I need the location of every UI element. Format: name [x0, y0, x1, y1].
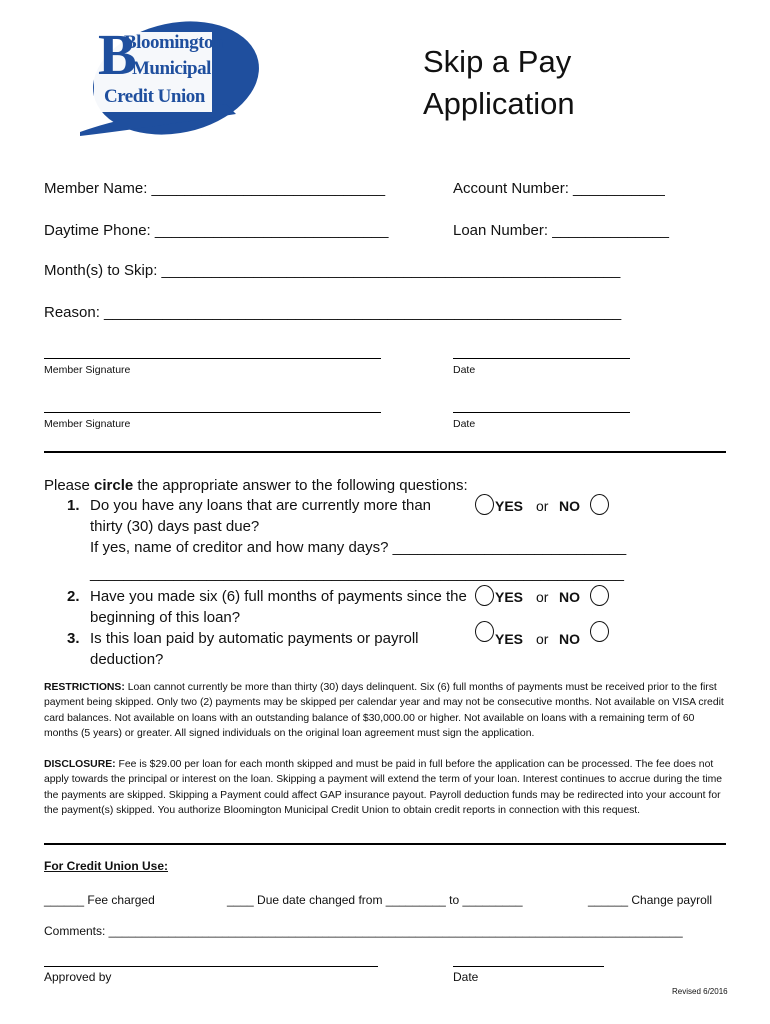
- section-divider-2: [44, 843, 726, 845]
- q1-number: 1.: [67, 497, 80, 514]
- q3-line1: Is this loan paid by automatic payments or payroll: [90, 630, 419, 647]
- q1-yes-circle[interactable]: [475, 494, 494, 515]
- disclosure-text: Fee is $29.00 per loan for each month skipped and must be paid in full before the application can be processed. The fee does not apply towards the principal or interest on the loan. Skipping a payment will extend the term of your loan. Interest continues to accrue during the time the payments are skipped. Skipping a Payment could affect GAP insurance payout. Payroll deduction funds may be redirected into your account for the payment(s) skipped. You authorize Bloomington Municipal Credit Union to obtain credit reports in connection with this request.: [44, 759, 723, 816]
- date-line-1[interactable]: [453, 358, 630, 359]
- disclosure-label: DISCLOSURE:: [44, 759, 116, 770]
- q3-yes-circle[interactable]: [475, 621, 494, 642]
- q1-line2: thirty (30) days past due?: [90, 518, 260, 535]
- member-signature-label-1: Member Signature: [44, 364, 131, 376]
- restrictions-text: Loan cannot currently be more than thirty (30) days delinquent. Six (6) full months of payments must be received prior to the first payment being skipped. Only two (2) payments may be skipped per calendar year and may not be consecutive months. Not available on VISA credit card balances. Not available on loans with an outstanding balance of $30,000.00 or higher. Not available on loans with a remaining term of 60 months (5 years) or greater. All signed individuals on the original loan agreement must sign the application.: [44, 682, 724, 739]
- restrictions-paragraph: [44, 680, 728, 741]
- revised-note: Revised 6/2016: [672, 987, 728, 996]
- questions-intro-pre: Please: [44, 477, 95, 494]
- logo-line3: Credit Union: [104, 86, 205, 107]
- section-divider-1: [44, 451, 726, 453]
- member-name-field[interactable]: Member Name: ____________________________: [44, 180, 386, 197]
- questions-intro: [44, 477, 468, 494]
- q3-line2: deduction?: [90, 651, 164, 668]
- q1-no-circle[interactable]: [590, 494, 609, 515]
- q2-no[interactable]: NO: [559, 589, 580, 605]
- questions-intro-bold: circle: [94, 477, 134, 494]
- date-label-1: Date: [453, 364, 476, 376]
- logo-big-b: B: [98, 22, 137, 87]
- q3-or: or: [536, 631, 549, 647]
- fee-charged-field[interactable]: ______ Fee charged: [44, 893, 155, 907]
- q1-yes[interactable]: YES: [495, 498, 524, 514]
- approved-by-label: Approved by: [44, 970, 112, 984]
- q1-line4[interactable]: ________________________________________________________________: [90, 565, 624, 582]
- q2-yes[interactable]: YES: [495, 589, 524, 605]
- q2-line1: Have you made six (6) full months of payments since the: [90, 588, 467, 605]
- q2-number: 2.: [67, 588, 80, 605]
- daytime-phone-field[interactable]: Daytime Phone: ____________________________: [44, 222, 389, 239]
- signature-line-1[interactable]: [44, 358, 381, 359]
- reason-field[interactable]: Reason: ______________________________________________________________: [44, 304, 622, 321]
- q3-no[interactable]: NO: [559, 631, 580, 647]
- signature-line-2[interactable]: [44, 412, 381, 413]
- approved-by-line[interactable]: [44, 966, 378, 967]
- office-use-heading: For Credit Union Use:: [44, 859, 169, 873]
- page-title-line1: Skip a Pay: [423, 44, 572, 79]
- restrictions-label: RESTRICTIONS:: [44, 682, 125, 693]
- q1-line3[interactable]: If yes, name of creditor and how many days? ____________________________: [90, 539, 627, 556]
- q1-no[interactable]: NO: [559, 498, 580, 514]
- date-label-2: Date: [453, 418, 476, 430]
- q3-yes[interactable]: YES: [495, 631, 524, 647]
- approved-date-label: Date: [453, 970, 479, 984]
- loan-number-field[interactable]: Loan Number: ______________: [453, 222, 670, 239]
- disclosure-paragraph: [44, 757, 728, 818]
- account-number-field[interactable]: Account Number: ___________: [453, 180, 665, 197]
- logo-line1: Bloomington: [124, 32, 224, 53]
- date-line-2[interactable]: [453, 412, 630, 413]
- q1-line1: Do you have any loans that are currently more than: [90, 497, 432, 514]
- q2-no-circle[interactable]: [590, 585, 609, 606]
- due-date-changed-field[interactable]: ____ Due date changed from _________ to _________: [227, 893, 523, 907]
- q2-or: or: [536, 589, 549, 605]
- change-payroll-field[interactable]: ______ Change payroll: [588, 893, 713, 907]
- comments-field[interactable]: Comments: ______________________________________________________________________________________: [44, 924, 683, 938]
- credit-union-logo: [76, 20, 260, 138]
- questions-intro-post: the appropriate answer to the following questions:: [133, 477, 468, 494]
- page-title-line2: Application: [423, 86, 575, 121]
- q3-number: 3.: [67, 630, 80, 647]
- q2-yes-circle[interactable]: [475, 585, 494, 606]
- q3-no-circle[interactable]: [590, 621, 609, 642]
- logo-line2: Municipal: [132, 58, 211, 79]
- approved-date-line[interactable]: [453, 966, 604, 967]
- member-signature-label-2: Member Signature: [44, 418, 131, 430]
- q2-line2: beginning of this loan?: [90, 609, 241, 626]
- months-to-skip-field[interactable]: Month(s) to Skip: _______________________________________________________: [44, 262, 621, 279]
- q1-or: or: [536, 498, 549, 514]
